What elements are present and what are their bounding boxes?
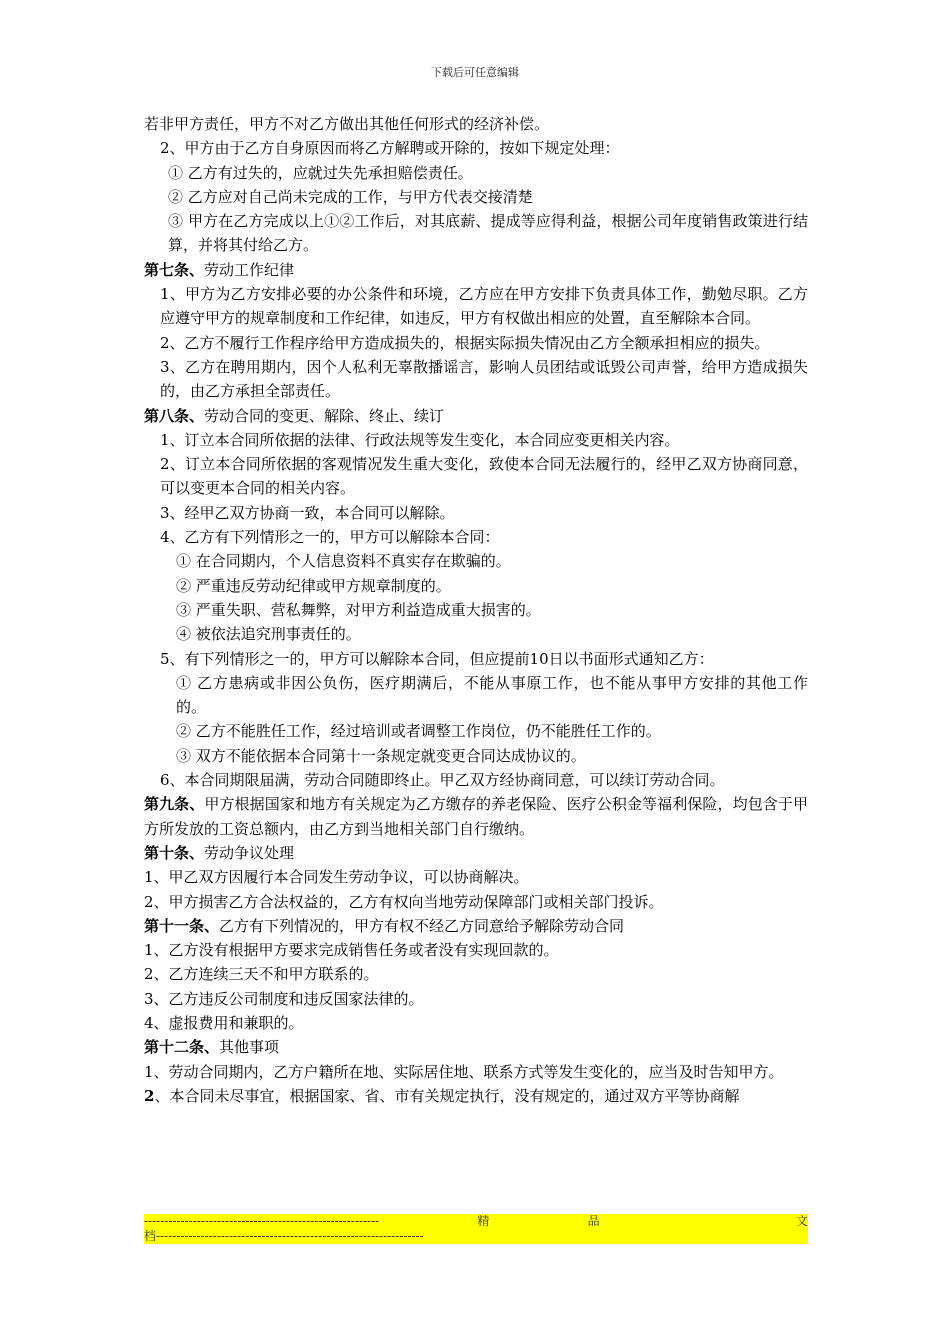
paragraph-text: 6、本合同期限届满，劳动合同随即终止。甲乙双方经协商同意，可以续订劳动合同。 [160,771,725,790]
paragraph [144,938,808,962]
paragraph-text: 劳动合同的变更、解除、终止、续订 [204,406,445,425]
footer-dashes: ---------------------------------------------------------- [144,1214,380,1228]
article-number: 第十二条、 [144,1038,220,1057]
paragraph-text: ② 严重违反劳动纪律或甲方规章制度的。 [176,576,451,595]
paragraph [144,525,808,549]
article-number: 第九条、 [144,795,205,814]
paragraph-text: 1、乙方没有根据甲方要求完成销售任务或者没有实现回款的。 [144,941,559,960]
paragraph [144,185,808,209]
paragraph [144,671,808,720]
document-body [144,112,808,1108]
paragraph [144,136,808,160]
footer-row-2: 档------------------------------------------------------------------ [144,1229,424,1243]
paragraph-text: ② 乙方不能胜任工作，经过培训或者调整工作岗位，仍不能胜任工作的。 [176,722,661,741]
paragraph-text: 3、乙方违反公司制度和违反国家法律的。 [144,989,424,1008]
paragraph [144,112,808,136]
paragraph-text: 2、甲方损害乙方合法权益的，乙方有权向当地劳动保障部门或相关部门投诉。 [144,892,664,911]
paragraph-text: ③ 甲方在乙方完成以上①②工作后，对其底薪、提成等应得利益，根据公司年度销售政策进行结算，并将其付给乙方。 [168,212,808,255]
article-heading [144,841,808,865]
paragraph-text: ① 在合同期内，个人信息资料不真实存在欺骗的。 [176,552,511,571]
article-number: 第八条、 [144,406,205,425]
paragraph-text: 3、乙方在聘用期内，因个人私利无辜散播谣言，影响人员团结或诋毁公司声誉，给甲方造成损失的，由乙方承担全部责任。 [160,357,808,401]
paragraph-text: 4、乙方有下列情形之一的，甲方可以解除本合同： [160,528,500,547]
paragraph-text: ① 乙方患病或非因公负伤，医疗期满后，不能从事原工作，也不能从事甲方安排的其他工作的。 [176,673,808,717]
paragraph-text: 4、虚报费用和兼职的。 [144,1013,304,1032]
paragraph-text: 2、订立本合同所依据的客观情况发生重大变化，致使本合同无法履行的，经甲乙双方协商同意，可以变更本合同的相关内容。 [160,455,808,498]
paragraph [144,549,808,573]
paragraph-text: ② 乙方应对自己尚未完成的工作，与甲方代表交接清楚 [168,187,533,206]
page-header: 下载后可任意编辑 [431,66,519,79]
paragraph [144,1011,808,1035]
paragraph [144,598,808,622]
article-number: 第十条、 [144,843,205,862]
paragraph-text: 5、有下列情形之一的，甲方可以解除本合同，但应提前10日以书面形式通知乙方： [160,649,714,668]
paragraph-text: 2、甲方由于乙方自身原因而将乙方解聘或开除的，按如下规定处理： [160,139,620,158]
paragraph-text: 劳动争议处理 [204,843,295,862]
paragraph [144,744,808,768]
paragraph [144,962,808,986]
paragraph-text: 、本合同未尽事宜，根据国家、省、市有关规定执行，没有规定的，通过双方平等协商解 [154,1086,740,1105]
paragraph [144,209,808,258]
article-number: 2 [144,1086,155,1105]
paragraph-text: 1、甲方为乙方安排必要的办公条件和环境，乙方应在甲方安排下负责具体工作，勤勉尽职。乙方应遵守甲方的规章制度和工作纪律，如违反，甲方有权做出相应的处置，直至解除本合同。 [160,285,808,328]
article-heading [144,914,808,938]
paragraph-text: 乙方有下列情况的，甲方有权不经乙方同意给予解除劳动合同 [219,916,625,935]
paragraph [144,501,808,525]
paragraph-text: 1、甲乙双方因履行本合同发生劳动争议，可以协商解决。 [144,868,529,887]
paragraph-text: ③ 严重失职、营私舞弊，对甲方利益造成重大损害的。 [176,600,541,619]
footer-banner [144,1214,808,1244]
paragraph-text: 1、订立本合同所依据的法律、行政法规等发生变化，本合同应变更相关内容。 [160,430,680,449]
article-heading [144,258,808,282]
paragraph [144,987,808,1011]
paragraph-text: 劳动工作纪律 [204,260,295,279]
paragraph [144,574,808,598]
footer-char: 文 [795,1214,808,1228]
paragraph [144,647,808,671]
article-number: 第十一条、 [144,916,220,935]
paragraph [144,865,808,889]
paragraph [144,282,808,331]
paragraph [144,428,808,452]
article-heading [144,404,808,428]
paragraph-text: 2、乙方不履行工作程序给甲方造成损失的，根据实际损失情况由乙方全额承担相应的损失。 [160,333,770,352]
article-heading [144,1084,808,1108]
article-heading [144,792,808,841]
paragraph [144,355,808,404]
paragraph [144,719,808,743]
paragraph-text: ③ 双方不能依据本合同第十一条规定就变更合同达成协议的。 [176,746,586,765]
paragraph [144,452,808,501]
paragraph-text: 2、乙方连续三天不和甲方联系的。 [144,965,379,984]
paragraph-text: 甲方根据国家和地方有关规定为乙方缴存的养老保险、医疗公积金等福利保险，均包含于甲方所发放的工资总额内，由乙方到当地相关部门自行缴纳。 [144,795,808,838]
paragraph-text: 1、劳动合同期内，乙方户籍所在地、实际居住地、联系方式等发生变化的，应当及时告知甲方。 [144,1062,784,1081]
paragraph-text: 3、经甲乙双方协商一致，本合同可以解除。 [160,503,455,522]
paragraph-text: ① 乙方有过失的，应就过失先承担赔偿责任。 [168,163,473,182]
article-heading [144,1035,808,1059]
paragraph [144,890,808,914]
paragraph [144,1060,808,1084]
paragraph-text: 其他事项 [219,1038,280,1057]
paragraph [144,768,808,792]
footer-char: 品 [587,1214,600,1228]
paragraph [144,622,808,646]
paragraph [144,331,808,355]
article-number: 第七条、 [144,260,205,279]
paragraph [144,161,808,185]
footer-char: 精 [477,1214,490,1228]
footer-row [144,1214,808,1229]
paragraph-text: ④ 被依法追究刑事责任的。 [176,625,361,644]
paragraph-text: 若非甲方责任，甲方不对乙方做出其他任何形式的经济补偿。 [144,115,550,133]
